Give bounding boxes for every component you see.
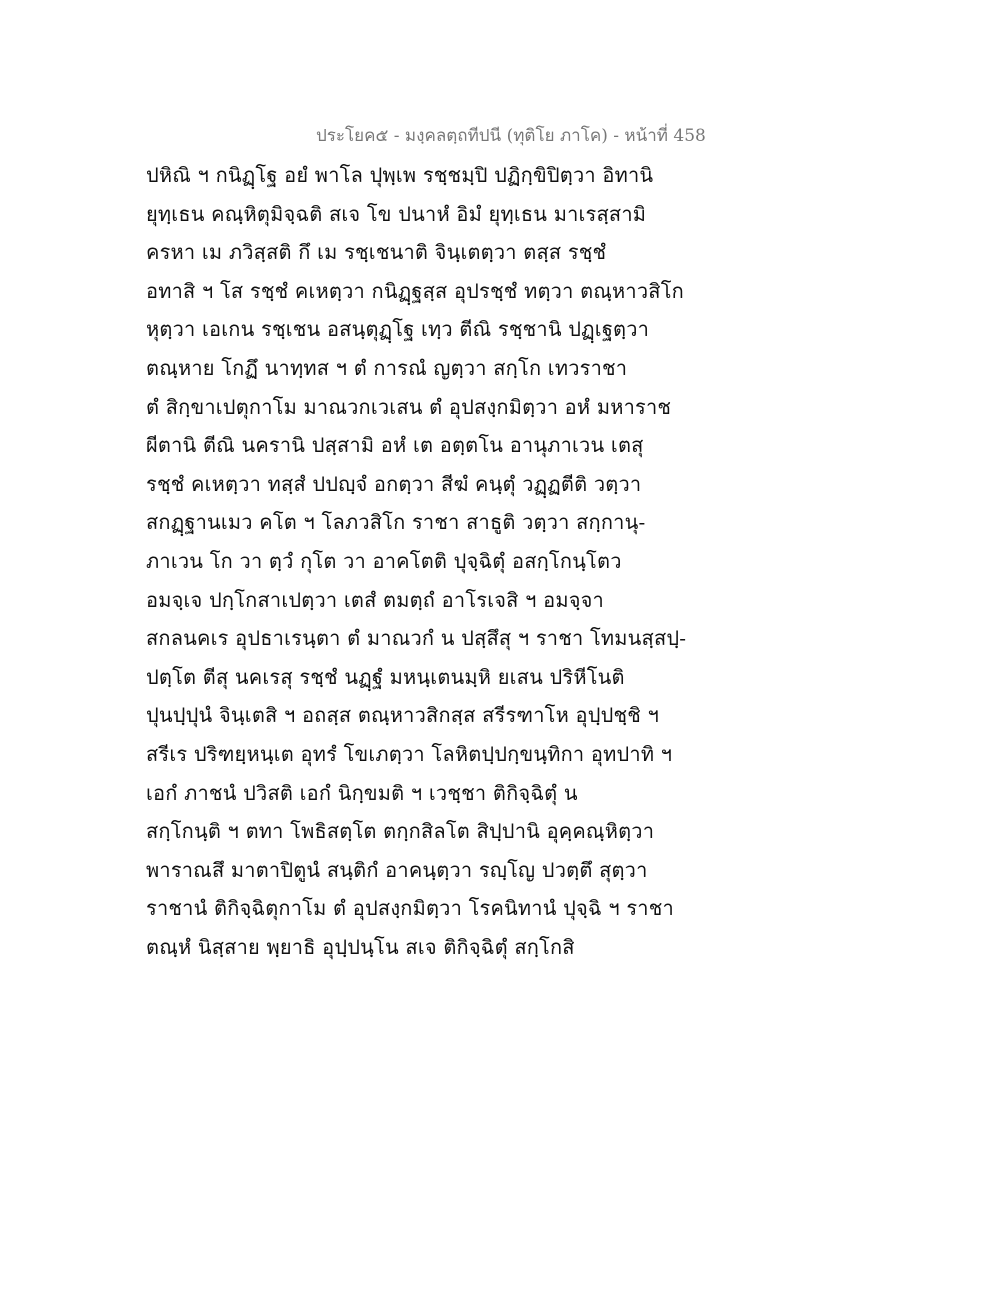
text-line: สรีเร ปริฑยฺหนฺเต อุทรํ โขเภตฺวา โลหิตปฺปกฺขนฺทิกา อุทปาทิ ฯ <box>146 741 673 766</box>
text-line: ตํ สิกฺขาเปตุกาโม มาณวกเวเสน ตํ อุปสงฺกมิตฺวา อหํ มหาราช <box>146 394 672 419</box>
text-line: ผีตานิ ตีณิ นครานิ ปสฺสามิ อหํ เต อตฺตโน อานุภาเวน เตสุ <box>146 433 644 458</box>
text-line: ปตฺโต ตีสุ นคเรสุ รชฺชํ นฏฺฐํ มหนฺเตนมฺหิ ยเสน ปริหีโนติ <box>146 664 625 689</box>
text-line: ตณฺหํ นิสฺสาย พฺยาธิ อุปฺปนฺโน สเจ ติกิจฺฉิตุํ สกฺโกสิ <box>146 934 575 959</box>
body-text <box>146 156 706 966</box>
text-line: รชฺชํ คเหตฺวา ทสฺสํ ปปญฺจํ อกตฺวา สีฆํ คนฺตุํ วฏฺฏตีติ วตฺวา <box>146 471 642 496</box>
text-line: พาราณสึ มาตาปิตูนํ สนฺติกํ อาคนฺตฺวา รญฺโญ ปวตฺตึ สุตฺวา <box>146 857 648 882</box>
text-line: หุตฺวา เอเกน รชฺเชน อสนฺตุฏฺโฐ เทฺว ตีณิ รชฺชานิ ปฏฺเฐตฺวา <box>146 317 650 342</box>
text-line: อมจฺเจ ปกฺโกสาเปตฺวา เตสํ ตมตฺถํ อาโรเจสิ ฯ อมจฺจา <box>146 587 604 612</box>
text-line: ตณฺหาย โกฏึ นาทฺทส ฯ ตํ การณํ ญตฺวา สกฺโก เทวราชา <box>146 355 628 380</box>
text-line: สกฏฺฐานเมว คโต ฯ โลภวสิโก ราชา สาธูติ วตฺวา สกฺกานุ- <box>146 510 646 535</box>
text-line: ปหิณิ ฯ กนิฏฺโฐ อยํ พาโล ปุพฺเพ รชฺชมฺปิ ปฏิกฺขิปิตฺวา อิทานิ <box>146 163 654 187</box>
text-line: สกฺโกนฺติ ฯ ตทา โพธิสตฺโต ตกฺกสิลโต สิปฺปานิ อุคฺคณฺหิตฺวา <box>146 819 655 844</box>
text-line: ยุทฺเธน คณฺหิตุมิจฺฉติ สเจ โข ปนาหํ อิมํ ยุทฺเธน มาเรสฺสามิ <box>146 201 647 226</box>
text-line: อทาสิ ฯ โส รชฺชํ คเหตฺวา กนิฏฺฐสฺส อุปรชฺชํ ทตฺวา ตณฺหาวสิโก <box>146 278 684 303</box>
text-line: ครหา เม ภวิสฺสติ กึ เม รชฺเชนาติ จินฺเตตฺวา ตสฺส รชฺชํ <box>146 240 607 265</box>
text-line: ราชานํ ติกิจฺฉิตุกาโม ตํ อุปสงฺกมิตฺวา โรคนิทานํ ปุจฺฉิ ฯ ราชา <box>146 896 674 921</box>
text-line: ปุนปฺปุนํ จินฺเตสิ ฯ อถสฺส ตณฺหาวสิกสฺส สรีรฑาโห อุปฺปชฺชิ ฯ <box>146 703 660 728</box>
running-header: ประโยค๕ - มงฺคลตฺถทีปนี (ทุติโย ภาโค) - หน้าที่ 458 <box>316 126 706 146</box>
text-line: เอกํ ภาชนํ ปวิสติ เอกํ นิกฺขมติ ฯ เวชฺชา ติกิจฺฉิตุํ น <box>146 780 578 805</box>
text-line: สกลนคเร อุปธาเรนฺตา ตํ มาณวกํ น ปสฺสึสุ ฯ ราชา โทมนสฺสปฺ- <box>146 626 687 651</box>
text-line: ภาเวน โก วา ตฺวํ กุโต วา อาคโตติ ปุจฺฉิตุํ อสกฺโกนฺโตว <box>146 548 622 573</box>
